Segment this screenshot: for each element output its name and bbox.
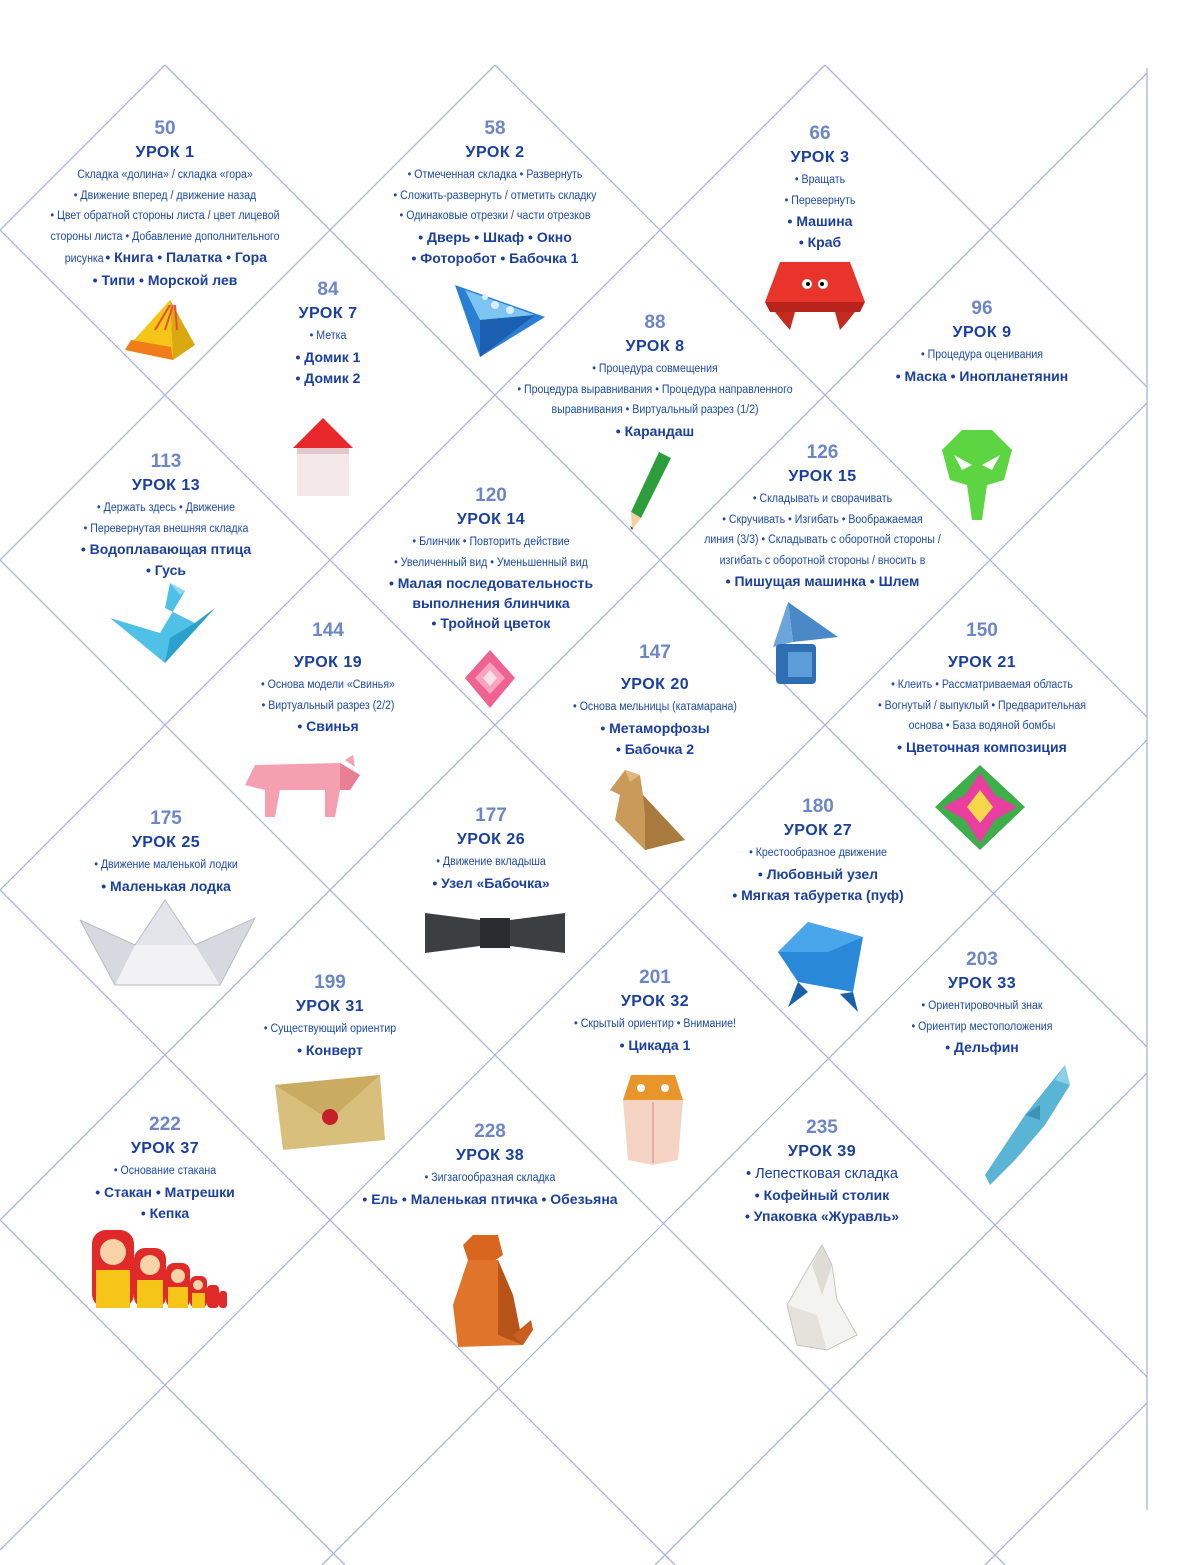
term-line: • Основа модели «Свинья» — [261, 679, 395, 691]
page-number: 235 — [806, 1117, 838, 1138]
term-line: • Скручивать • Изгибать • Воображаемая — [722, 513, 923, 526]
swan-icon — [110, 583, 215, 663]
lesson-title: УРОК 2 — [465, 144, 525, 161]
term-line: рисунка — [64, 253, 104, 265]
page-number: 120 — [475, 485, 507, 506]
model-line: • Узел «Бабочка» — [432, 874, 550, 891]
term-line: • Движение вкладыша — [436, 856, 546, 868]
lesson-21 — [857, 619, 1107, 758]
term-line: • Метка — [309, 330, 347, 342]
term-line: • Одинаковые отрезки / части отрезков — [399, 210, 591, 222]
model-line: • Кепка — [140, 1204, 190, 1221]
model-line: • Упаковка «Журавль» — [745, 1208, 899, 1224]
page-number: 88 — [644, 312, 666, 333]
lesson-title: УРОК 1 — [135, 144, 195, 161]
matryoshka-icon — [92, 1230, 227, 1315]
house-icon — [293, 418, 353, 498]
bird-icon — [605, 770, 690, 850]
model-line: • Водоплавающая птица — [80, 541, 252, 557]
term-line: основа • База водяной бомбы — [908, 720, 1056, 732]
term-line: • Ориентировочный знак — [921, 1000, 1043, 1012]
model-line: • Бабочка 2 — [615, 740, 695, 757]
model-line: • Конверт — [297, 1041, 363, 1058]
lesson-title: УРОК 13 — [131, 477, 201, 494]
butterfly-icon — [455, 285, 545, 360]
page-number: 50 — [154, 118, 176, 139]
model-line: • Дверь • Шкаф • Окно — [418, 228, 572, 245]
model-line: • Пишущая машинка • Шлем — [725, 573, 920, 589]
crane-icon — [787, 1245, 857, 1350]
teepee-icon — [125, 300, 200, 360]
model-line: • Карандаш — [615, 422, 695, 439]
lesson-title: УРОК 31 — [295, 998, 365, 1015]
term-line: • Вогнутый / выпуклый • Предварительная — [878, 699, 1086, 712]
term-line: • Цвет обратной стороны листа / цвет лицевой — [50, 210, 280, 222]
model-line: • Кофейный столик — [754, 1187, 890, 1203]
model-line: • Фоторобот • Бабочка 1 — [411, 249, 579, 266]
model-line: • Дельфин — [945, 1039, 1019, 1055]
lesson-33 — [857, 948, 1107, 1058]
lesson-2 — [370, 117, 620, 269]
lesson-title: УРОК 3 — [790, 149, 850, 166]
model-line: • Свинья — [297, 718, 359, 734]
term-line: • Виртуальный разрез (2/2) — [261, 699, 395, 712]
cicada-icon — [623, 1070, 683, 1165]
term-line: Складка «долина» / складка «гора» — [77, 169, 253, 181]
lotus-icon — [935, 765, 1025, 850]
term-line: • Процедура выравнивания • Процедура направленного — [517, 383, 793, 396]
model-line: • Домик 2 — [295, 369, 361, 386]
term-line: • Существующий ориентир — [263, 1023, 397, 1035]
lesson-26 — [366, 804, 616, 894]
lesson-27 — [693, 795, 943, 906]
lesson-1 — [40, 117, 290, 291]
alien-mask-icon — [942, 430, 1012, 520]
term-line: линия (3/3) • Складывать с оборотной стороны / — [704, 534, 941, 546]
lesson-title: УРОК 7 — [298, 305, 358, 322]
page-number: 84 — [317, 279, 339, 300]
term-line: • Увеличенный вид • Уменьшенный вид — [394, 556, 588, 569]
page-number: 228 — [474, 1121, 506, 1142]
lesson-38 — [340, 1120, 640, 1210]
model-line: • Ель • Маленькая птичка • Обезьяна — [362, 1190, 618, 1207]
model-line: • Любовный узел — [757, 865, 879, 882]
term-line: • Перевернуть — [784, 194, 856, 207]
model-line: • Лепестковая складка — [745, 1166, 899, 1182]
model-line: • Тройной цветок — [431, 615, 551, 631]
lesson-39 — [697, 1116, 947, 1227]
term-line: • Сложить-развернуть / отметить складку — [393, 189, 597, 202]
lesson-19 — [203, 619, 453, 737]
lesson-13 — [41, 450, 291, 581]
model-line: выполнения блинчика — [412, 595, 570, 611]
page-number: 199 — [314, 972, 346, 993]
lesson-14 — [366, 484, 616, 633]
model-line: • Краб — [798, 234, 842, 250]
model-line: • Гусь — [145, 562, 187, 578]
lesson-title: УРОК 20 — [620, 676, 690, 693]
lesson-title: УРОК 19 — [293, 654, 363, 671]
term-line: • Процедура оценивания — [920, 349, 1043, 361]
lesson-title: УРОК 32 — [620, 993, 690, 1010]
term-line: • Зигзагообразная складка — [424, 1172, 556, 1184]
lesson-37 — [40, 1113, 290, 1224]
model-line: • Маска • Инопланетянин — [895, 367, 1069, 384]
page-number: 180 — [802, 796, 834, 817]
pencil-icon — [627, 452, 672, 532]
term-line: • Движение маленькой лодки — [94, 859, 238, 871]
model-line: • Малая последовательность — [388, 575, 594, 591]
model-line: • Цветочная композиция — [897, 738, 1067, 755]
cube-icon — [778, 922, 863, 1012]
term-line: • Основа мельницы (катамарана) — [573, 701, 737, 713]
term-line: • Ориентир местоположения — [911, 1020, 1053, 1033]
helmet-icon — [768, 602, 838, 687]
lesson-title: УРОК 33 — [947, 975, 1017, 992]
page-number: 222 — [149, 1114, 181, 1135]
model-line: • Домик 1 — [295, 348, 361, 365]
page-number: 177 — [475, 805, 507, 826]
lesson-title: УРОК 37 — [130, 1140, 200, 1157]
page-number: 66 — [809, 123, 831, 144]
lesson-15 — [680, 441, 965, 592]
model-line: • Метаморфозы — [600, 719, 710, 736]
lesson-title: УРОК 15 — [788, 468, 857, 485]
lesson-title: УРОК 21 — [947, 654, 1017, 671]
flower-icon — [465, 650, 515, 710]
term-line: • Отмеченная складка • Развернуть — [407, 169, 583, 181]
lesson-title: УРОК 14 — [456, 511, 526, 528]
pig-icon — [245, 755, 360, 820]
page-number: 113 — [150, 451, 182, 472]
lesson-title: УРОК 9 — [952, 324, 1012, 341]
lesson-9 — [857, 297, 1107, 387]
page-number: 144 — [312, 620, 344, 641]
envelope-icon — [275, 1075, 385, 1150]
lesson-3 — [695, 122, 945, 253]
lesson-25 — [41, 807, 291, 897]
term-line: • Движение вперед / движение назад — [73, 189, 257, 202]
page-number: 147 — [639, 642, 671, 663]
model-line: • Цикада 1 — [619, 1036, 691, 1053]
term-line: • Перевернутая внешняя складка — [83, 522, 249, 535]
term-line: • Основание стакана — [113, 1165, 217, 1177]
model-line: • Стакан • Матрешки — [95, 1183, 235, 1200]
page-number: 203 — [966, 949, 998, 970]
page-number: 175 — [150, 808, 182, 829]
term-line: изгибать с оборотной стороны / вносить в — [719, 554, 926, 567]
dolphin-icon — [985, 1065, 1070, 1185]
term-line: • Процедура совмещения — [592, 363, 718, 375]
page-number: 58 — [484, 118, 506, 139]
model-line: • Маленькая лодка — [101, 877, 231, 894]
lesson-title: УРОК 8 — [625, 338, 685, 355]
lesson-title: УРОК 27 — [783, 822, 853, 839]
model-line: • Машина — [787, 213, 853, 229]
lesson-20 — [530, 641, 780, 760]
term-line: • Вращать — [794, 174, 846, 186]
lesson-title: УРОК 26 — [456, 831, 526, 848]
term-line: • Блинчик • Повторить действие — [412, 536, 570, 548]
term-line: • Скрытый ориентир • Внимание! — [574, 1018, 736, 1030]
lesson-title: УРОК 25 — [131, 834, 201, 851]
page-number: 126 — [806, 442, 839, 463]
term-line: • Крестообразное движение — [749, 847, 887, 859]
lesson-32 — [530, 966, 780, 1056]
term-line: • Клеить • Рассматриваемая область — [891, 679, 1073, 691]
boat-icon — [80, 900, 255, 985]
bowtie-icon — [425, 908, 565, 958]
mixed-line — [40, 247, 290, 270]
page-number: 150 — [966, 620, 998, 641]
term-line: стороны листа • Добавление дополнительного — [50, 230, 280, 243]
page-number: 96 — [971, 298, 993, 319]
lesson-7 — [253, 278, 403, 389]
term-line: выравнивания • Виртуальный разрез (1/2) — [551, 404, 759, 416]
model-line: • Типи • Морской лев — [92, 271, 238, 288]
crab-icon — [765, 262, 865, 332]
page-number: 201 — [639, 967, 671, 988]
model-line: • Книга • Палатка • Гора — [105, 249, 268, 265]
term-line: • Складывать и сворачивать — [752, 493, 893, 505]
lesson-title: УРОК 38 — [455, 1147, 525, 1164]
lesson-title: УРОК 39 — [787, 1143, 857, 1160]
monkey-icon — [453, 1235, 533, 1350]
model-line: • Мягкая табуретка (пуф) — [732, 886, 904, 903]
term-line: • Держать здесь • Движение — [97, 502, 235, 514]
